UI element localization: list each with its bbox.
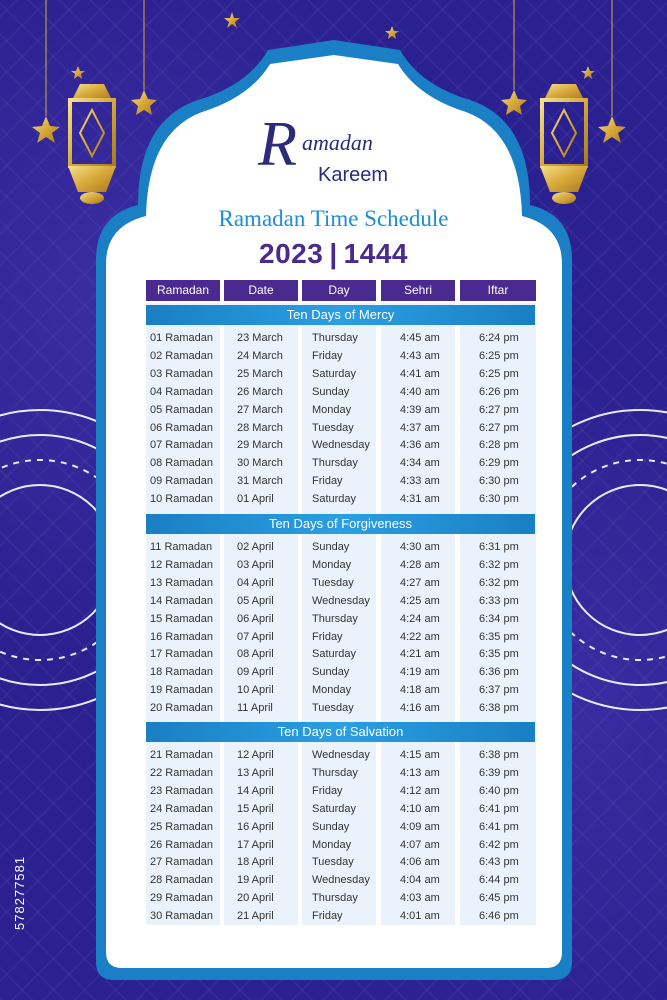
cell-date: 31 March	[237, 475, 283, 488]
cell-ramadan: 24 Ramadan	[150, 802, 213, 815]
cell-sehri: 4:37 am	[400, 421, 440, 434]
cell-date: 16 April	[237, 820, 274, 833]
column-header-iftar: Iftar	[460, 280, 536, 301]
cell-day: Friday	[312, 784, 343, 797]
cell-ramadan: 26 Ramadan	[150, 838, 213, 851]
cell-date: 08 April	[237, 648, 274, 661]
cell-date: 03 April	[237, 558, 274, 571]
cell-date: 25 March	[237, 367, 283, 380]
cell-day: Thursday	[312, 892, 358, 905]
table-row	[146, 347, 536, 365]
cell-iftar: 6:41 pm	[479, 820, 519, 833]
table-row	[146, 401, 536, 419]
table-row	[146, 436, 536, 454]
section-header: Ten Days of Mercy	[146, 305, 535, 325]
table-row	[146, 610, 536, 628]
cell-sehri: 4:18 am	[400, 684, 440, 697]
cell-sehri: 4:22 am	[400, 630, 440, 643]
cell-iftar: 6:26 pm	[479, 385, 519, 398]
cell-iftar: 6:41 pm	[479, 802, 519, 815]
cell-iftar: 6:28 pm	[479, 439, 519, 452]
cell-ramadan: 27 Ramadan	[150, 856, 213, 869]
cell-date: 09 April	[237, 666, 274, 679]
cell-date: 06 April	[237, 612, 274, 625]
cell-iftar: 6:25 pm	[479, 349, 519, 362]
cell-day: Tuesday	[312, 856, 354, 869]
section-header: Ten Days of Salvation	[146, 722, 535, 742]
lantern-right-icon	[540, 0, 588, 204]
lantern-left-icon	[68, 0, 116, 204]
table-row	[146, 663, 536, 681]
script-kareem: Kareem	[318, 164, 389, 186]
cell-iftar: 6:25 pm	[479, 367, 519, 380]
cell-ramadan: 21 Ramadan	[150, 749, 213, 761]
cell-ramadan: 09 Ramadan	[150, 475, 213, 488]
cell-day: Saturday	[312, 367, 357, 380]
stock-id-text: 578277581	[12, 855, 27, 930]
cell-day: Monday	[312, 558, 352, 571]
cell-sehri: 4:16 am	[400, 702, 440, 715]
cell-iftar: 6:35 pm	[479, 648, 519, 661]
cell-sehri: 4:24 am	[400, 612, 440, 625]
column-header-day: Day	[302, 280, 376, 301]
cell-date: 11 April	[237, 702, 273, 715]
cell-day: Thursday	[312, 457, 358, 470]
table-row	[146, 645, 536, 663]
cell-iftar: 6:32 pm	[479, 558, 519, 571]
column-header-ramadan: Ramadan	[146, 280, 220, 301]
cell-iftar: 6:30 pm	[479, 475, 519, 488]
cell-sehri: 4:19 am	[400, 666, 440, 679]
table-row	[146, 746, 536, 764]
cell-ramadan: 11 Ramadan	[150, 541, 213, 553]
column-header-date: Date	[224, 280, 298, 301]
cell-date: 18 April	[237, 856, 274, 869]
cell-day: Sunday	[312, 666, 350, 679]
cell-iftar: 6:31 pm	[479, 541, 519, 553]
cell-date: 20 April	[237, 892, 274, 905]
cell-day: Wednesday	[312, 439, 370, 452]
table-row	[146, 556, 536, 574]
cell-ramadan: 30 Ramadan	[150, 910, 213, 923]
year-heading	[0, 238, 667, 270]
cell-sehri: 4:04 am	[400, 874, 440, 887]
cell-iftar: 6:35 pm	[479, 630, 519, 643]
cell-day: Saturday	[312, 802, 357, 815]
cell-day: Thursday	[312, 612, 358, 625]
cell-ramadan: 08 Ramadan	[150, 457, 213, 470]
table-row	[146, 365, 536, 383]
cell-day: Thursday	[312, 766, 358, 779]
table-row	[146, 818, 536, 836]
cell-day: Saturday	[312, 493, 357, 506]
cell-iftar: 6:46 pm	[479, 910, 519, 923]
cell-iftar: 6:27 pm	[479, 421, 519, 434]
cell-day: Tuesday	[312, 421, 354, 434]
table-row	[146, 419, 536, 437]
cell-sehri: 4:10 am	[400, 802, 440, 815]
cell-ramadan: 13 Ramadan	[150, 576, 213, 589]
cell-iftar: 6:33 pm	[479, 594, 519, 607]
cell-sehri: 4:28 am	[400, 558, 440, 571]
table-row	[146, 782, 536, 800]
cell-sehri: 4:01 am	[400, 910, 440, 923]
year-hijri: 1444	[343, 238, 408, 269]
cell-iftar: 6:36 pm	[479, 666, 519, 679]
cell-day: Wednesday	[312, 594, 370, 607]
year-separator: |	[329, 238, 338, 269]
cell-sehri: 4:31 am	[400, 493, 440, 506]
cell-sehri: 4:21 am	[400, 648, 440, 661]
table-row	[146, 538, 536, 556]
table-row	[146, 871, 536, 889]
cell-ramadan: 19 Ramadan	[150, 684, 213, 697]
cell-day: Tuesday	[312, 576, 354, 589]
cell-iftar: 6:37 pm	[479, 684, 519, 697]
cell-date: 27 March	[237, 403, 283, 416]
cell-ramadan: 14 Ramadan	[150, 594, 213, 607]
cell-date: 02 April	[237, 541, 274, 553]
cell-day: Friday	[312, 910, 343, 923]
cell-sehri: 4:43 am	[400, 349, 440, 362]
cell-sehri: 4:36 am	[400, 439, 440, 452]
table-row	[146, 472, 536, 490]
cell-date: 15 April	[237, 802, 274, 815]
cell-day: Thursday	[312, 332, 358, 344]
table-header	[146, 280, 536, 301]
cell-date: 28 March	[237, 421, 283, 434]
cell-iftar: 6:32 pm	[479, 576, 519, 589]
cell-ramadan: 20 Ramadan	[150, 702, 213, 715]
cell-sehri: 4:06 am	[400, 856, 440, 869]
cell-date: 24 March	[237, 349, 283, 362]
cell-date: 23 March	[237, 332, 283, 344]
table-row	[146, 329, 536, 347]
script-ramadan: amadan	[302, 130, 373, 155]
cell-sehri: 4:30 am	[400, 541, 440, 553]
cell-ramadan: 06 Ramadan	[150, 421, 213, 434]
cell-ramadan: 10 Ramadan	[150, 493, 213, 506]
column-header-sehri: Sehri	[381, 280, 455, 301]
cell-day: Saturday	[312, 648, 357, 661]
cell-iftar: 6:38 pm	[479, 749, 519, 761]
cell-iftar: 6:39 pm	[479, 766, 519, 779]
script-letter-r: R	[258, 108, 298, 179]
cell-iftar: 6:45 pm	[479, 892, 519, 905]
table-row	[146, 800, 536, 818]
cell-iftar: 6:29 pm	[479, 457, 519, 470]
table-row	[146, 853, 536, 871]
cell-iftar: 6:24 pm	[479, 332, 519, 344]
cell-iftar: 6:30 pm	[479, 493, 519, 506]
cell-sehri: 4:39 am	[400, 403, 440, 416]
cell-date: 30 March	[237, 457, 283, 470]
cell-day: Monday	[312, 684, 352, 697]
section-header: Ten Days of Forgiveness	[146, 514, 535, 534]
cell-day: Sunday	[312, 541, 350, 553]
cell-ramadan: 18 Ramadan	[150, 666, 213, 679]
cell-ramadan: 04 Ramadan	[150, 385, 213, 398]
table-row	[146, 907, 536, 925]
cell-iftar: 6:27 pm	[479, 403, 519, 416]
cell-iftar: 6:38 pm	[479, 702, 519, 715]
cell-sehri: 4:07 am	[400, 838, 440, 851]
cell-date: 13 April	[237, 766, 274, 779]
cell-sehri: 4:27 am	[400, 576, 440, 589]
year-gregorian: 2023	[259, 238, 324, 269]
cell-day: Friday	[312, 349, 343, 362]
cell-ramadan: 28 Ramadan	[150, 874, 213, 887]
cell-sehri: 4:13 am	[400, 766, 440, 779]
cell-ramadan: 25 Ramadan	[150, 820, 213, 833]
cell-ramadan: 02 Ramadan	[150, 349, 213, 362]
cell-day: Sunday	[312, 385, 350, 398]
cell-date: 17 April	[237, 838, 274, 851]
cell-ramadan: 15 Ramadan	[150, 612, 213, 625]
cell-ramadan: 01 Ramadan	[150, 332, 213, 344]
cell-date: 12 April	[237, 749, 274, 761]
cell-sehri: 4:40 am	[400, 385, 440, 398]
cell-ramadan: 29 Ramadan	[150, 892, 213, 905]
cell-iftar: 6:34 pm	[479, 612, 519, 625]
cell-date: 07 April	[237, 630, 274, 643]
cell-iftar: 6:44 pm	[479, 874, 519, 887]
cell-sehri: 4:03 am	[400, 892, 440, 905]
table-row	[146, 628, 536, 646]
cell-date: 01 April	[237, 493, 274, 506]
cell-date: 05 April	[237, 594, 274, 607]
cell-ramadan: 16 Ramadan	[150, 630, 213, 643]
cell-day: Wednesday	[312, 874, 370, 887]
cell-sehri: 4:12 am	[400, 784, 440, 797]
cell-ramadan: 03 Ramadan	[150, 367, 213, 380]
cell-ramadan: 05 Ramadan	[150, 403, 213, 416]
cell-sehri: 4:34 am	[400, 457, 440, 470]
cell-ramadan: 12 Ramadan	[150, 558, 213, 571]
table-row	[146, 574, 536, 592]
cell-sehri: 4:41 am	[400, 367, 440, 380]
cell-day: Friday	[312, 630, 343, 643]
cell-day: Monday	[312, 838, 352, 851]
cell-date: 19 April	[237, 874, 274, 887]
cell-ramadan: 23 Ramadan	[150, 784, 213, 797]
table-row	[146, 889, 536, 907]
table-row	[146, 490, 536, 508]
cell-date: 26 March	[237, 385, 283, 398]
table-row	[146, 592, 536, 610]
schedule-title: Ramadan Time Schedule	[218, 206, 449, 231]
table-row	[146, 836, 536, 854]
cell-ramadan: 17 Ramadan	[150, 648, 213, 661]
cell-day: Monday	[312, 403, 352, 416]
cell-iftar: 6:43 pm	[479, 856, 519, 869]
cell-date: 04 April	[237, 576, 274, 589]
cell-sehri: 4:25 am	[400, 594, 440, 607]
cell-ramadan: 07 Ramadan	[150, 439, 213, 452]
table-row	[146, 681, 536, 699]
table-row	[146, 699, 536, 717]
cell-date: 14 April	[237, 784, 274, 797]
cell-day: Wednesday	[312, 749, 370, 761]
cell-iftar: 6:42 pm	[479, 838, 519, 851]
cell-ramadan: 22 Ramadan	[150, 766, 213, 779]
cell-iftar: 6:40 pm	[479, 784, 519, 797]
cell-sehri: 4:45 am	[400, 332, 440, 344]
cell-date: 21 April	[237, 910, 274, 923]
cell-sehri: 4:15 am	[400, 749, 440, 761]
cell-date: 29 March	[237, 439, 283, 452]
cell-date: 10 April	[237, 684, 274, 697]
cell-sehri: 4:33 am	[400, 475, 440, 488]
table-row	[146, 454, 536, 472]
cell-day: Sunday	[312, 820, 350, 833]
cell-day: Friday	[312, 475, 343, 488]
cell-sehri: 4:09 am	[400, 820, 440, 833]
cell-day: Tuesday	[312, 702, 354, 715]
table-row	[146, 383, 536, 401]
table-row	[146, 764, 536, 782]
